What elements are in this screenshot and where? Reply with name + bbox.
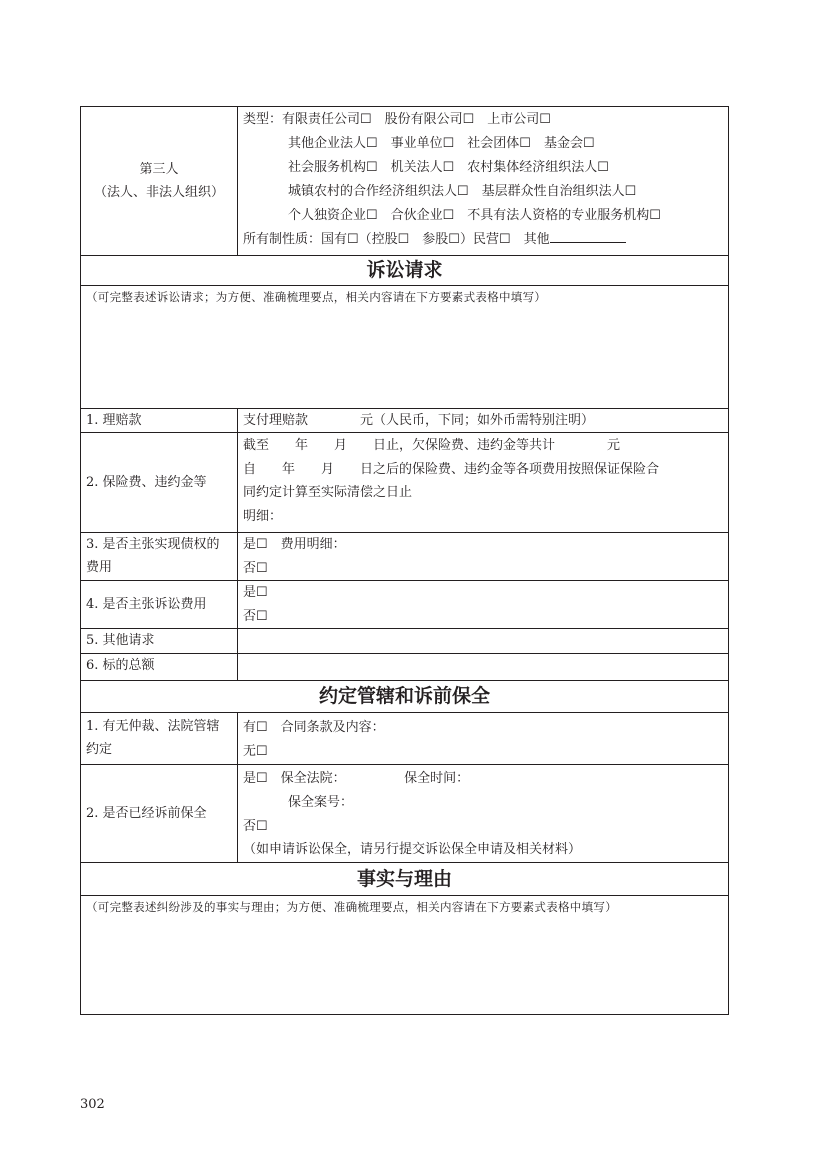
jurisdiction-item-2-row [81, 765, 728, 863]
claim-item-6-label: 6. 标的总额 [81, 654, 238, 680]
type-line-5: 个人独资企业☐ 合伙企业☐ 不具有法人资格的专业服务机构☐ [288, 208, 661, 223]
claim-item-5-label: 5. 其他请求 [81, 629, 238, 653]
claim-item-6-row [81, 654, 728, 681]
type-line-2: 其他企业法人☐ 事业单位☐ 社会团体☐ 基金会☐ [288, 136, 595, 151]
type-line-4: 城镇农村的合作经济组织法人☐ 基层群众性自治组织法人☐ [288, 184, 637, 199]
jurisdiction-item-1-label-line2: 约定 [86, 742, 113, 757]
ownership-text: 所有制性质：国有☐（控股☐ 参股☐）民营☐ 其他 [243, 232, 550, 247]
claim-item-2-line1: 截至 年 月 日止，欠保险费、违约金等共计 元 [243, 438, 621, 453]
claim-item-4-value[interactable] [243, 581, 724, 628]
claim-item-4-line1: 是☐ [243, 585, 268, 600]
jurisdiction-heading: 约定管辖和诉前保全 [81, 681, 728, 713]
claim-item-1-row [81, 409, 728, 433]
jurisdiction-item-1-row [81, 713, 728, 765]
claims-heading: 诉讼请求 [81, 256, 728, 286]
claim-item-2-line3: 同约定计算至实际清偿之日止 [243, 485, 413, 500]
jurisdiction-item-2-line3: 否☐ [243, 819, 268, 834]
third-party-label-line1: 第三人 [139, 162, 179, 177]
claim-item-5-row [81, 629, 728, 654]
jurisdiction-item-2-line1: 是☐ 保全法院： 保全时间： [243, 771, 470, 786]
claim-item-3-label [81, 533, 238, 580]
claim-item-3-line1: 是☐ 费用明细： [243, 537, 346, 552]
claim-item-1-label: 1. 理赔款 [81, 409, 238, 432]
claim-item-3-line2: 否☐ [243, 561, 268, 576]
type-line-1: 类型：有限责任公司☐ 股份有限公司☐ 上市公司☐ [243, 112, 551, 127]
jurisdiction-item-2-label: 2. 是否已经诉前保全 [81, 765, 238, 862]
jurisdiction-item-1-line1: 有☐ 合同条款及内容： [243, 720, 385, 735]
third-party-row [81, 107, 728, 256]
jurisdiction-item-1-label [81, 713, 238, 764]
claim-item-4-row [81, 581, 728, 629]
facts-note: （可完整表述纠纷涉及的事实与理由；为方便、准确梳理要点，相关内容请在下方要素式表格中填写） [86, 900, 617, 914]
claim-item-1-value[interactable] [243, 409, 724, 432]
claim-item-2-row [81, 433, 728, 533]
claim-item-2-line2: 自 年 月 日之后的保险费、违约金等各项费用按照保证保险合 [243, 462, 660, 477]
claim-item-3-label-line2: 费用 [86, 560, 113, 575]
claim-item-3-row [81, 533, 728, 581]
claim-item-1-text: 支付理赔款 元（人民币，下同；如外币需特别注明） [243, 413, 595, 428]
claim-item-4-label: 4. 是否主张诉讼费用 [81, 581, 238, 628]
jurisdiction-item-1-line2: 无☐ [243, 744, 268, 759]
jurisdiction-item-1-label-line1: 1. 有无仲裁、法院管辖 [86, 719, 220, 734]
claim-item-2-value[interactable] [243, 433, 724, 532]
third-party-label-line2: （法人、非法人组织） [93, 185, 224, 200]
type-line-3: 社会服务机构☐ 机关法人☐ 农村集体经济组织法人☐ [288, 160, 609, 175]
page-number: 302 [80, 1097, 105, 1112]
third-party-types [243, 107, 724, 255]
complaint-form-table [80, 106, 729, 1015]
claim-item-6-value[interactable] [243, 654, 724, 680]
claim-item-2-label: 2. 保险费、违约金等 [81, 433, 238, 532]
jurisdiction-item-2-line2: 保全案号： [288, 795, 354, 810]
third-party-label [81, 107, 238, 255]
claims-note: （可完整表述诉讼请求；为方便、准确梳理要点，相关内容请在下方要素式表格中填写） [86, 290, 547, 304]
claim-item-2-line4: 明细： [243, 509, 283, 524]
facts-free-text-area[interactable] [81, 896, 728, 1014]
jurisdiction-item-2-value[interactable] [243, 765, 724, 862]
claim-item-4-line2: 否☐ [243, 609, 268, 624]
jurisdiction-item-2-line4: （如申请诉讼保全，请另行提交诉讼保全申请及相关材料） [243, 842, 582, 857]
claim-item-3-label-line1: 3. 是否主张实现债权的 [86, 537, 220, 552]
facts-heading: 事实与理由 [81, 863, 728, 896]
claim-item-5-value[interactable] [243, 629, 724, 653]
ownership-line [243, 228, 626, 251]
ownership-other-blank[interactable] [550, 228, 626, 243]
claims-free-text-area[interactable] [81, 286, 728, 409]
jurisdiction-item-1-value[interactable] [243, 713, 724, 764]
claim-item-3-value[interactable] [243, 533, 724, 580]
